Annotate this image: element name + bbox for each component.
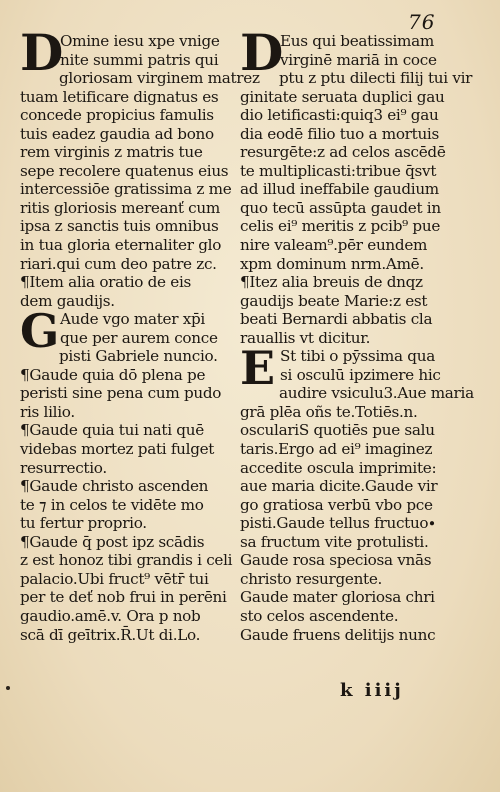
text-line: christo resurgente. [240,569,383,588]
text-line: sepe recolere quatenus eius [20,161,229,180]
text-line: ginitate seruata duplici gau [240,87,445,106]
text-line: intercessiōe gratissima z me [20,180,232,199]
prayer-block [240,341,474,644]
rubric-line: gaudijs beate Marie:z est [240,291,428,310]
rubric-line: rauallis vt dicitur. [240,328,371,347]
rubric-line: dem gaudijs. [20,291,115,310]
text-line: audire vsiculu3.Aue maria [279,384,474,403]
prayer-block [20,23,260,273]
text-line: celis ei⁹ meritis z pcib⁹ pue [240,217,441,236]
prayer-block [240,23,473,273]
text-line: te multiplicasti:tribue q̄svt [240,161,437,180]
text-line: tuis eadez gaudia ad bono [20,124,214,143]
text-line: accedite oscula imprimite: [240,458,437,477]
rubric-line: ¶Itez alia breuis de dnqz [240,273,423,292]
versicle-line: gaudio.amē.v. Ora p nob [20,606,201,625]
text-line: gloriosam virginem matrez [59,69,260,88]
versicle-line: ¶Gaude q̄ post ipz scādis [20,532,205,551]
text-line: Eus qui beatissimam [280,32,435,50]
left-column [20,23,260,644]
text-line: que per aurem conce [60,328,218,347]
text-line: go gratiosa verbū vbo pce [240,495,433,514]
text-line: nire valeam⁹.pēr eundem [240,236,428,255]
text-line: osculariS quotiēs pue salu [240,421,435,440]
text-line: Omine iesu xpe vnige [60,32,220,50]
text-line: ptu z ptu dilecti filij tui vir [279,69,473,88]
text-line: pisti Gabriele nuncio. [59,347,218,366]
text-line: aue maria dicite.Gaude vir [240,477,438,496]
versicle-line: scā dī geītrix.R̄.Ut di.Lo. [20,625,201,644]
text-line: nite summi patris qui [60,50,219,69]
text-line: ad illud ineffabile gaudium [240,180,439,199]
right-column [240,23,474,644]
text-line: Gaude mater gloriosa chri [240,588,435,607]
versicle-line: videbas mortez pati fulget [20,440,215,459]
drop-initial: D [20,23,64,82]
text-line: si osculū ipzimere hic [280,365,441,384]
versicle-line: peristi sine pena cum pudo [20,384,222,403]
text-line: dio letificasti:quiq3 ei⁹ gau [240,106,439,125]
text-line: virginē mariā in coce [280,50,437,69]
text-line: sa fructum vite protulisti. [240,532,429,551]
text-line: Gaude fruens delitijs nunc [240,625,436,644]
text-line: ipsa z sanctis tuis omnibus [20,217,219,236]
versicle-line: z est honoz tibi grandis i celi [20,551,233,570]
text-line: dia eodē filio tuo a mortuis [240,124,439,143]
text-line: riari.qui cum deo patre zc. [20,254,217,273]
rubric-line: ¶Item alia oratio de eis [20,273,192,292]
text-line: sto celos ascendente. [240,606,399,625]
text-line: rem virginis z matris tue [20,143,203,162]
signature-mark: k iiij [340,680,404,701]
drop-initial: E [240,341,275,396]
versicle-line: ris lilio. [20,402,75,421]
text-line: grā plēa oñs te.Totiēs.n. [240,402,418,421]
drop-initial: G [20,304,59,359]
text-line: in tua gloria eternaliter glo [20,236,222,255]
text-line: xpm dominum nrm.Amē. [240,254,424,273]
prayer-block [20,304,236,366]
versicle-line: resurrectio. [20,458,107,477]
text-line: St tibi o pȳssima qua [280,347,435,366]
folio-number: 76 [408,10,436,34]
versicle-line: te ⁊ in celos te vidēte mo [20,495,204,514]
rubric-line: beati Bernardi abbatis cla [240,310,433,329]
text-line: taris.Ergo ad ei⁹ imaginez [240,440,433,459]
text-line: resurgēte:z ad celos ascēdē [240,143,446,162]
text-line: ritis gloriosis mereanť cum [20,198,220,217]
versicle-line: tu fertur proprio. [20,514,147,533]
versicle-line: ¶Gaude quia tui nati quē [20,421,204,440]
versicle-line: palacio.Ubi fruct⁹ vētr̄ tui [20,569,209,588]
versicle-line: per te deť nob frui in perēni [20,588,227,607]
text-line: tuam letificare dignatus es [20,87,219,106]
versicle-line: ¶Gaude christo ascenden [20,477,209,496]
text-line: quo tecū assūpta gaudet in [240,198,441,217]
versicle-line: ¶Gaude quia dō plena pe [20,365,206,384]
text-line: pisti.Gaude tellus fructuo∙ [240,514,436,533]
text-line: concede propicius famulis [20,106,214,125]
text-line: Aude vgo mater xp̄i [60,310,205,329]
margin-mark [6,686,10,690]
text-line: Gaude rosa speciosa vnās [240,551,432,570]
drop-initial: D [240,23,284,82]
